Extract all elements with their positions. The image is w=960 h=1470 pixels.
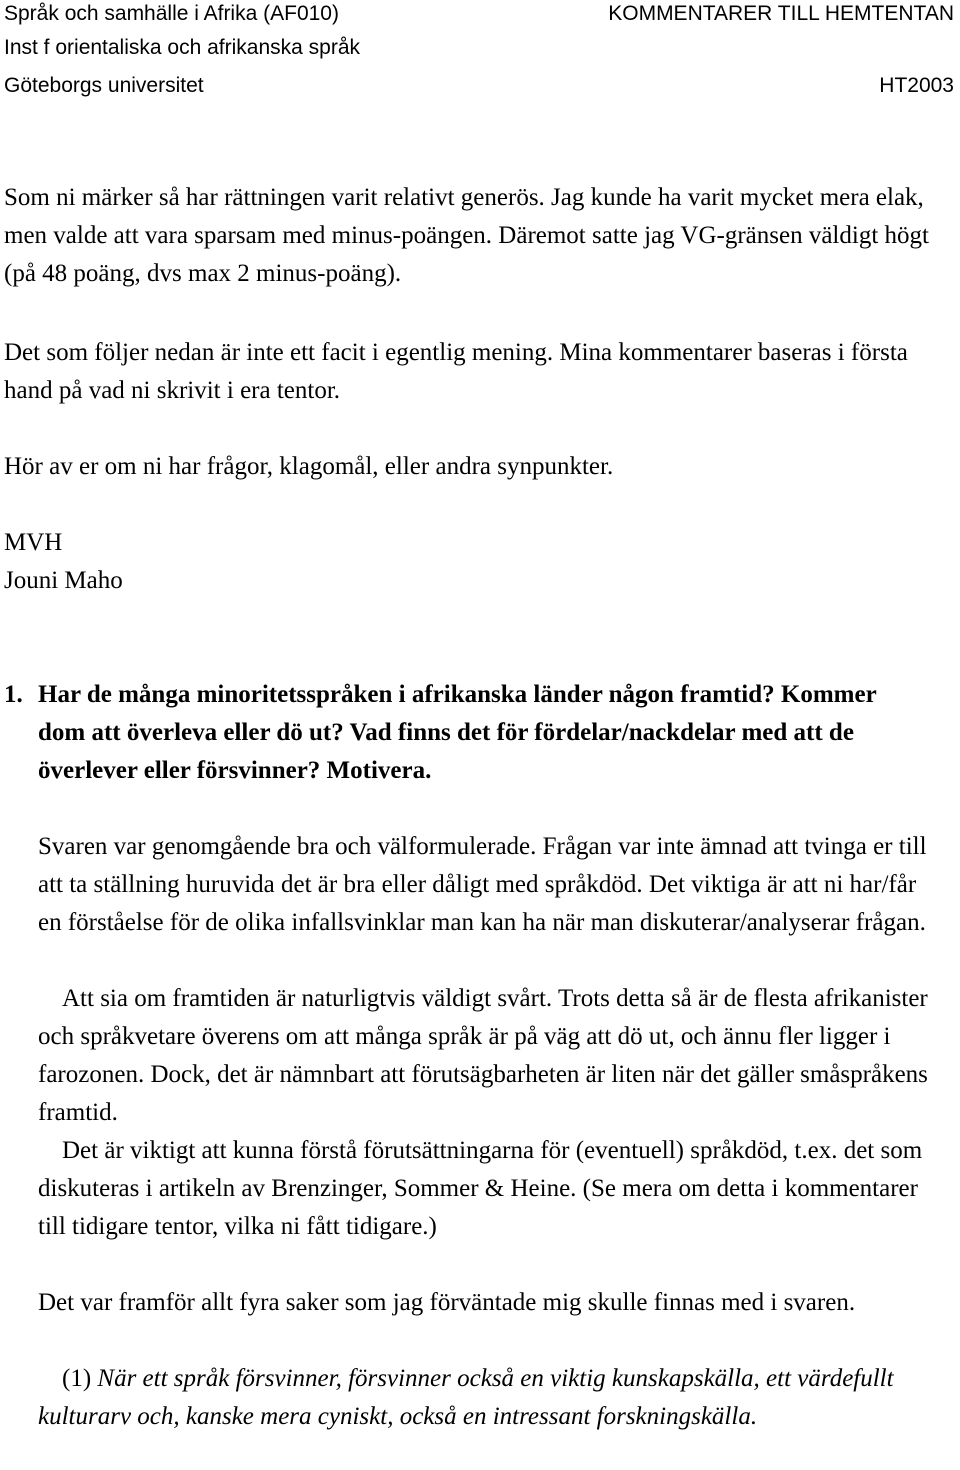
question-number: 1.	[4, 681, 23, 708]
expectation-item-1-label: (1)	[62, 1365, 92, 1392]
intro-paragraph-1: Som ni märker så har rättningen varit relativt generös. Jag kunde ha varit mycket mera elak, men valde att vara sparsam med minus-poängen. Däremot satte jag VG-gränsen väldigt högt (på 48 poäng, dvs max 2 minus-poäng).	[4, 184, 929, 287]
comment-paragraph-2: Att sia om framtiden är naturligtvis väldigt svårt. Trots detta så är de flesta afrikanister och språkvetare överens om att många språk är på väg att dö ut, och ännu fler ligger i farozonen. Dock, det är nämnbart att förutsägbarheten är liten när det gäller småspråkens framtid.	[38, 985, 928, 1126]
term-label: HT2003	[879, 74, 954, 97]
course-title: Språk och samhälle i Afrika (AF010)	[4, 2, 339, 25]
question-text: Har de många minoritetsspråken i afrikanska länder någon framtid? Kommer dom att överleva eller dö ut? Vad finns det för fördelar/nackdelar med att de överlever eller försvinner? Motivera.	[38, 681, 877, 784]
comment-paragraph-3: Det är viktigt att kunna förstå förutsättningarna för (eventuell) språkdöd, t.ex. det som diskuteras i artikeln av Brenzinger, Sommer & Heine. (Se mera om detta i kommentarer till tidigare tentor, vilka ni fått tidigare.)	[38, 1137, 923, 1240]
intro-paragraph-3: Hör av er om ni har frågor, klagomål, eller andra synpunkter.	[4, 453, 614, 480]
intro-paragraph-2: Det som följer nedan är inte ett facit i egentlig mening. Mina kommentarer baseras i första hand på vad ni skrivit i era tentor.	[4, 339, 908, 404]
comment-paragraph-4: Det var framför allt fyra saker som jag förväntade mig skulle finnas med i svaren.	[38, 1289, 856, 1316]
expectation-item-1	[38, 1360, 938, 1436]
greeting: MVH	[4, 529, 63, 556]
signature: Jouni Maho	[4, 567, 123, 594]
university-name: Göteborgs universitet	[4, 74, 204, 97]
department-name: Inst f orientaliska och afrikanska språk	[4, 36, 360, 59]
comment-paragraph-1: Svaren var genomgående bra och välformulerade. Frågan var inte ämnad att tvinga er till att ta ställning huruvida det är bra eller dåligt med språkdöd. Det viktiga är att ni har/får en förståelse för de olika infallsvinklar man kan ha när man diskuterar/analyserar frågan.	[38, 833, 927, 936]
signature-block	[4, 524, 956, 600]
expectation-item-1-text: När ett språk försvinner, försvinner också en viktig kunskapskälla, ett värdefullt kulturarv och, kanske mera cyniskt, också en intressant forskningskälla.	[38, 1365, 894, 1430]
document-title: KOMMENTARER TILL HEMTENTAN	[608, 2, 954, 25]
